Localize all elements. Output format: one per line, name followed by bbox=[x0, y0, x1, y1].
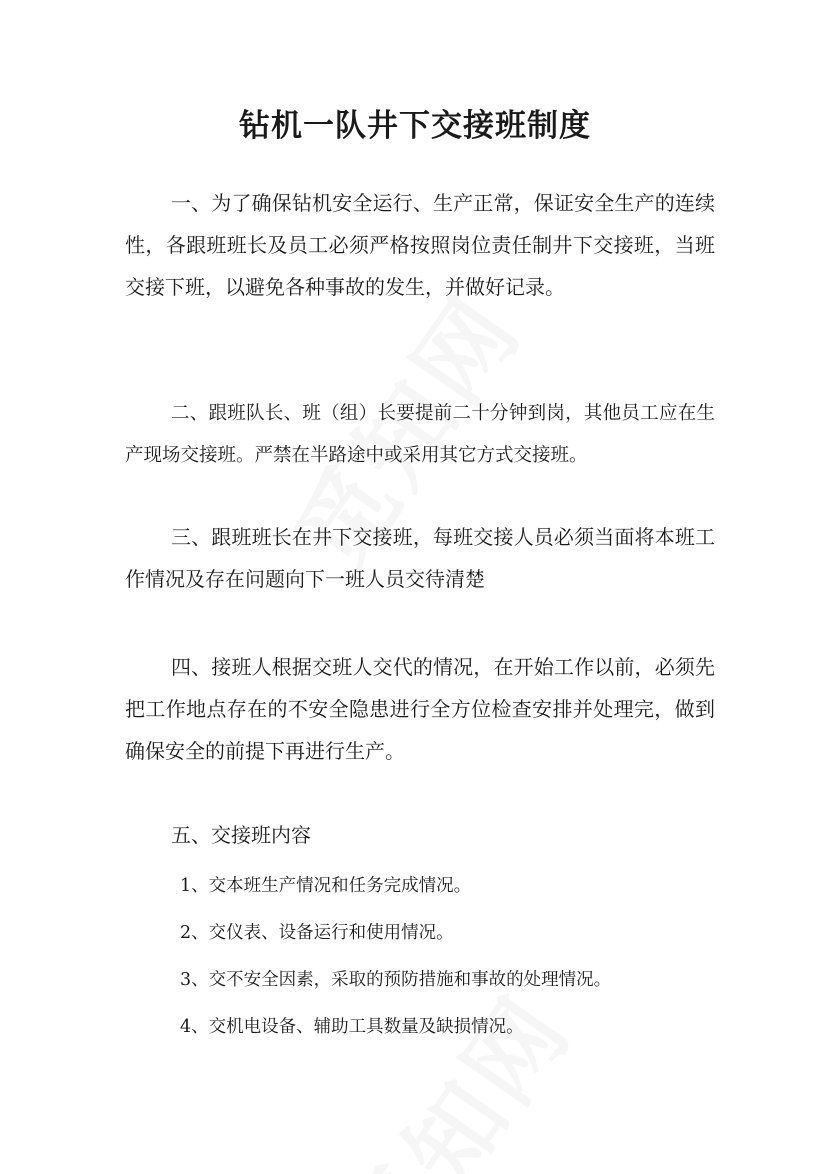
paragraph-3: 三、跟班班长在井下交接班，每班交接人员必须当面将本班工作情况及存在问题向下一班人员交待清楚 bbox=[125, 525, 715, 591]
list-item: 4、交机电设备、辅助工具数量及缺损情况。 bbox=[180, 1017, 524, 1037]
section-heading: 五、交接班内容 bbox=[171, 823, 311, 847]
document-title: 钻机一队井下交接班制度 bbox=[239, 108, 591, 144]
paragraph-4: 四、接班人根据交班人交代的情况，在开始工作以前，必须先把工作地点存在的不安全隐患进行全方位检查安排并处理完，做到确保安全的前提下再进行生产。 bbox=[125, 655, 715, 763]
list-item: 3、交不安全因素，采取的预防措施和事故的处理情况。 bbox=[180, 970, 612, 990]
list-item: 2、交仪表、设备运行和使用情况。 bbox=[180, 923, 454, 943]
handover-content-list bbox=[180, 866, 611, 1054]
paragraph-1: 一、为了确保钻机安全运行、生产正常，保证安全生产的连续性，各跟班班长及员工必须严格按照岗位责任制井下交接班，当班交接下班，以避免各种事故的发生，并做好记录。 bbox=[125, 191, 715, 299]
list-item: 1、交本班生产情况和任务完成情况。 bbox=[180, 876, 472, 896]
paragraph-2: 二、跟班队长、班（组）长要提前二十分钟到岗，其他员工应在生产现场交接班。严禁在半路途中或采用其它方式交接班。 bbox=[125, 403, 715, 466]
